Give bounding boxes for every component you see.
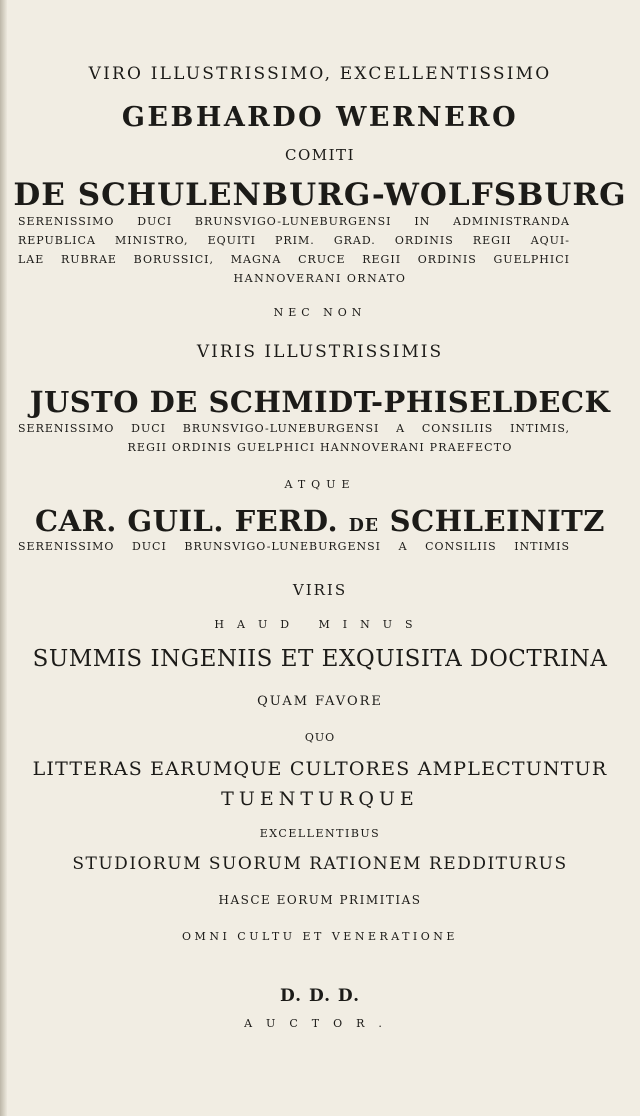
dedication-line-primitias: HASCE EORUM PRIMITIAS: [218, 893, 422, 907]
dedication-line-viris-2: VIRIS: [292, 581, 348, 599]
dedicatee-name: GEBHARDO WERNERO: [121, 102, 519, 133]
dedicatee-surname: DE SCHULENBURG-WOLFSBURG: [13, 177, 627, 213]
author-signature: AUCTOR.: [244, 1017, 396, 1030]
third-dedicatee-particle: DE: [348, 516, 380, 536]
dedication-line-viris: VIRIS ILLUSTRISSIMIS: [196, 342, 444, 362]
third-dedicatee-name: [0, 504, 640, 538]
page-edge-shadow: [0, 0, 7, 1116]
dedication-line-1: VIRO ILLUSTRISSIMO, EXCELLENTISSIMO: [88, 64, 552, 84]
third-dedicatee-surname: SCHLEINITZ: [389, 504, 605, 538]
dedication-line-veneratione: OMNI CULTU ET VENERATIONE: [182, 930, 458, 943]
dedicatee-title: COMITI: [285, 146, 355, 164]
conjunction-nec-non: NEC NON: [273, 306, 367, 319]
third-dedicatee-office: SERENISSIMO DUCI BRUNSVIGO-LUNEBURGENSI A CONSILIIS INTIMIS: [18, 540, 570, 553]
dedicatee-office-line-4: HANNOVERANI ORNATO: [233, 272, 407, 285]
third-dedicatee-forenames: CAR. GUIL. FERD.: [35, 504, 339, 538]
dedication-line-haud-minus: HAUD MINUS: [214, 618, 426, 631]
second-dedicatee-name: JUSTO DE SCHMIDT-PHISELDECK: [29, 385, 611, 419]
conjunction-atque: ATQUE: [284, 478, 356, 491]
dedication-line-summis: SUMMIS INGENIIS ET EXQUISITA DOCTRINA: [32, 646, 608, 672]
dedication-line-tuenturque: TUENTURQUE: [221, 788, 419, 810]
dedication-line-studiorum: STUDIORUM SUORUM RATIONEM REDDITURUS: [72, 854, 568, 874]
dedication-line-excellentibus: EXCELLENTIBUS: [259, 827, 381, 840]
second-dedicatee-office-2: REGII ORDINIS GUELPHICI HANNOVERANI PRAEFECTO: [127, 441, 513, 454]
second-dedicatee-office-1: SERENISSIMO DUCI BRUNSVIGO-LUNEBURGENSI A CONSILIIS INTIMIS,: [18, 422, 570, 435]
dedicatee-office-line-3: LAE RUBRAE BORUSSICI, MAGNA CRUCE REGII ORDINIS GUELPHICI: [18, 253, 570, 266]
dedication-line-quam-favore: QUAM FAVORE: [257, 694, 383, 709]
dedication-line-litteras: LITTERAS EARUMQUE CULTORES AMPLECTUNTUR: [32, 758, 608, 780]
dedicatee-office-line-2: REPUBLICA MINISTRO, EQUITI PRIM. GRAD. ORDINIS REGII AQUI-: [18, 234, 570, 247]
dedicatee-office-line-1: SERENISSIMO DUCI BRUNSVIGO-LUNEBURGENSI IN ADMINISTRANDA: [18, 215, 570, 228]
dedication-formula: D. D. D.: [279, 986, 360, 1006]
dedication-line-quo: QUO: [304, 731, 336, 744]
